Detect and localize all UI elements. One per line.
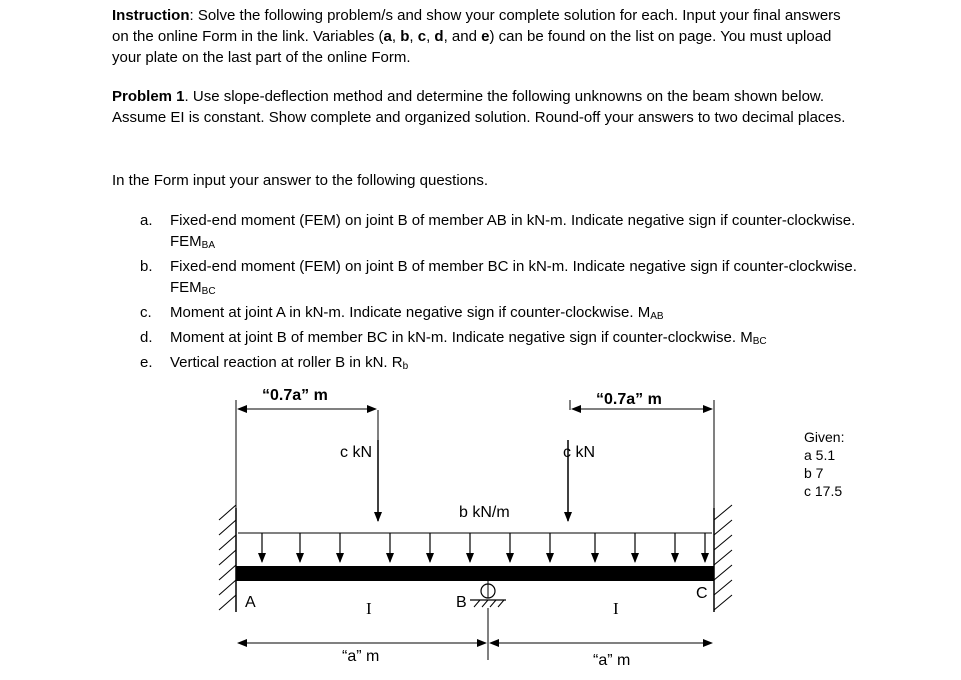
top-left-dimension bbox=[236, 387, 378, 565]
var-e: e bbox=[481, 28, 490, 45]
instruction-text-1: : Solve the following problem/s and show your complete solution for each. Input your final answers on the online Form in the link. Variables ( bbox=[112, 7, 841, 45]
span-right-label: “a” m bbox=[593, 652, 631, 669]
problem-text: . Use slope-deflection method and determine the following unknowns on the beam shown below. Assume EI is constant. Show complete and organized solution. Round-off your answers to two decimal places. bbox=[112, 88, 846, 126]
question-text: Vertical reaction at roller B in kN. R bbox=[170, 354, 403, 371]
problem-label: Problem 1 bbox=[112, 88, 185, 105]
point-load-right-label: c kN bbox=[563, 444, 595, 461]
var-d: d bbox=[434, 28, 444, 45]
given-a: a 5.1 bbox=[804, 447, 836, 463]
list-marker: c. bbox=[140, 304, 152, 321]
sep: , bbox=[391, 28, 401, 45]
sep: , bbox=[426, 28, 435, 45]
question-subscript: BC bbox=[752, 336, 767, 347]
sep: , and bbox=[443, 28, 482, 45]
bottom-dimension bbox=[238, 608, 712, 669]
point-load-right bbox=[563, 440, 595, 521]
form-intro: In the Form input your answer to the following questions. bbox=[112, 172, 489, 189]
given-values bbox=[804, 428, 844, 500]
point-load-left bbox=[340, 440, 378, 521]
point-load-left-label: c kN bbox=[340, 444, 372, 461]
fixed-support-left bbox=[219, 505, 236, 612]
question-text: Fixed-end moment (FEM) on joint B of member BC in kN-m. Indicate negative sign if counter-clockwise. FEM bbox=[170, 258, 857, 296]
beam bbox=[236, 566, 714, 581]
dim-right-top-label: “0.7a” m bbox=[596, 391, 662, 408]
question-subscript: b bbox=[402, 361, 409, 372]
given-title: Given: bbox=[804, 429, 845, 445]
question-subscript: AB bbox=[650, 311, 664, 322]
instruction-text-2: ) can be found on the list on page. You must upload your plate on the last part of the online Form. bbox=[112, 28, 832, 66]
joint-c-label: C bbox=[696, 585, 708, 602]
distributed-load bbox=[238, 533, 712, 562]
joint-a-label: A bbox=[245, 594, 256, 611]
question-subscript: BC bbox=[201, 286, 216, 297]
var-b: b bbox=[400, 28, 410, 45]
instruction-label: Instruction bbox=[112, 7, 190, 24]
span-left-label: “a” m bbox=[342, 648, 380, 665]
list-marker: d. bbox=[140, 329, 153, 346]
distributed-load-label: b kN/m bbox=[459, 504, 510, 521]
question-text: Moment at joint A in kN-m. Indicate negative sign if counter-clockwise. M bbox=[170, 304, 651, 321]
given-b: b 7 bbox=[804, 465, 824, 481]
fixed-support-right bbox=[714, 505, 732, 612]
question-text: Fixed-end moment (FEM) on joint B of member AB in kN-m. Indicate negative sign if counter-clockwise. FEM bbox=[170, 212, 856, 250]
list-marker: e. bbox=[140, 354, 153, 371]
dim-left-top-label: “0.7a” m bbox=[262, 387, 328, 404]
inertia-right-label: I bbox=[613, 599, 619, 618]
top-right-dimension bbox=[570, 391, 714, 565]
given-c: c 17.5 bbox=[804, 483, 843, 499]
question-text: Moment at joint B of member BC in kN-m. Indicate negative sign if counter-clockwise. M bbox=[170, 329, 753, 346]
joint-b-label: B bbox=[456, 594, 467, 611]
roller-support-b bbox=[470, 581, 506, 607]
var-c: c bbox=[417, 28, 427, 45]
list-marker: a. bbox=[140, 212, 153, 229]
inertia-left-label: I bbox=[366, 599, 372, 618]
question-subscript: BA bbox=[201, 240, 216, 251]
list-marker: b. bbox=[140, 258, 153, 275]
sep: , bbox=[409, 28, 418, 45]
var-a: a bbox=[383, 28, 392, 45]
